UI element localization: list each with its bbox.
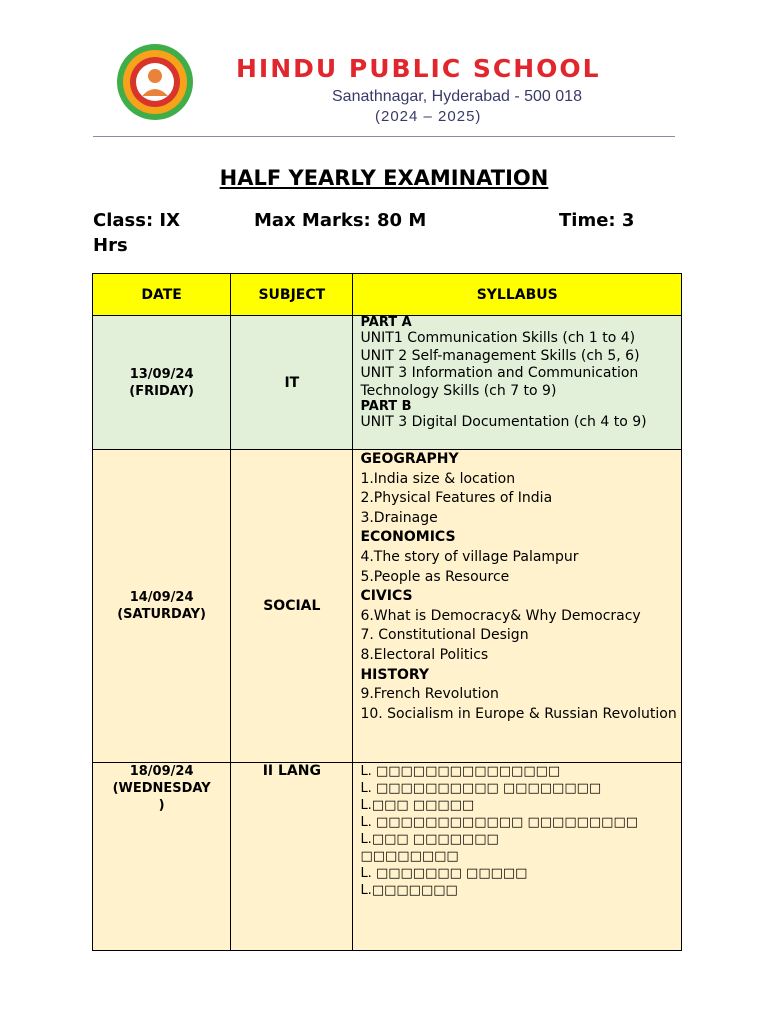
table-row — [93, 316, 682, 450]
date-cell — [93, 316, 231, 450]
column-header-subject: SUBJECT — [231, 274, 353, 316]
syllabus-item: 7. Constitutional Design — [360, 627, 529, 644]
syllabus-item: L. □□□□□□□ □□□□□ — [360, 866, 528, 881]
syllabus-item: L.□□□ □□□□□ — [360, 798, 475, 813]
syllabus-item: 4.The story of village Palampur — [360, 548, 579, 565]
syllabus-section-heading: ECONOMICS — [360, 529, 456, 546]
time-label: Time: 3 — [559, 210, 635, 231]
exam-schedule-table — [92, 273, 682, 951]
syllabus-item: L. □□□□□□□□□□ □□□□□□□□ — [360, 781, 602, 796]
subject-cell: SOCIAL — [231, 450, 353, 763]
syllabus-item: L. □□□□□□□□□□□□□□□ — [360, 764, 561, 779]
syllabus-item: 1.India size & location — [360, 470, 516, 487]
time-label-continued: Hrs — [93, 235, 128, 256]
exam-day: (SATURDAY) — [117, 607, 206, 622]
syllabus-item: 5.People as Resource — [360, 568, 510, 585]
syllabus-item: UNIT 2 Self-management Skills (ch 5, 6) — [360, 347, 640, 364]
syllabus-section-heading: GEOGRAPHY — [360, 451, 459, 467]
syllabus-item: UNIT 3 Digital Documentation (ch 4 to 9) — [360, 414, 647, 430]
syllabus-item: 8.Electoral Politics — [360, 646, 489, 663]
syllabus-item: L.□□□□□□□ — [360, 883, 458, 898]
syllabus-item: 6.What is Democracy& Why Democracy — [360, 607, 641, 624]
syllabus-item: 9.French Revolution — [360, 686, 499, 703]
academic-year: (2024 – 2025) — [375, 108, 482, 125]
syllabus-item: UNIT1 Communication Skills (ch 1 to 4) — [360, 330, 636, 346]
column-header-syllabus: SYLLABUS — [353, 274, 682, 316]
date-cell — [93, 763, 231, 951]
exam-day: (FRIDAY) — [129, 383, 194, 399]
syllabus-item: L. □□□□□□□□□□□□ □□□□□□□□□ — [360, 815, 639, 830]
school-address: Sanathnagar, Hyderabad - 500 018 — [332, 88, 582, 105]
syllabus-cell — [353, 316, 682, 450]
syllabus-item: 10. Socialism in Europe & Russian Revolution — [360, 705, 677, 722]
date-cell — [93, 450, 231, 763]
syllabus-item: 2.Physical Features of India — [360, 490, 553, 507]
school-header — [0, 0, 768, 140]
exam-date: 13/09/24 — [129, 366, 194, 382]
exam-day: (WEDNESDAY — [112, 781, 211, 796]
header-divider — [93, 136, 675, 137]
syllabus-cell — [353, 450, 682, 763]
table-row — [93, 450, 682, 763]
subject-cell: II LANG — [231, 763, 353, 951]
class-label: Class: IX — [93, 210, 180, 231]
max-marks-label: Max Marks: 80 M — [254, 210, 427, 231]
column-header-date: DATE — [93, 274, 231, 316]
syllabus-cell — [353, 763, 682, 951]
syllabus-section-heading: PART A — [360, 315, 412, 330]
syllabus-section-heading: PART B — [360, 399, 412, 414]
exam-day-continued: ) — [158, 798, 165, 813]
table-row — [93, 763, 682, 951]
syllabus-item: UNIT 3 Information and Communication Technology Skills (ch 7 to 9) — [360, 365, 639, 399]
exam-title: HALF YEARLY EXAMINATION — [219, 166, 549, 190]
table-header-row — [93, 274, 682, 316]
subject-cell: IT — [231, 316, 353, 450]
syllabus-section-heading: CIVICS — [360, 588, 413, 605]
exam-date: 14/09/24 — [129, 590, 194, 605]
school-name: HINDU PUBLIC SCHOOL — [236, 54, 601, 83]
syllabus-item: L.□□□ □□□□□□□ — [360, 832, 499, 847]
syllabus-section-heading: HISTORY — [360, 666, 430, 683]
syllabus-item: □□□□□□□□ — [360, 849, 459, 864]
school-emblem-icon — [113, 42, 197, 122]
syllabus-item: 3.Drainage — [360, 509, 438, 526]
exam-date: 18/09/24 — [129, 764, 194, 779]
